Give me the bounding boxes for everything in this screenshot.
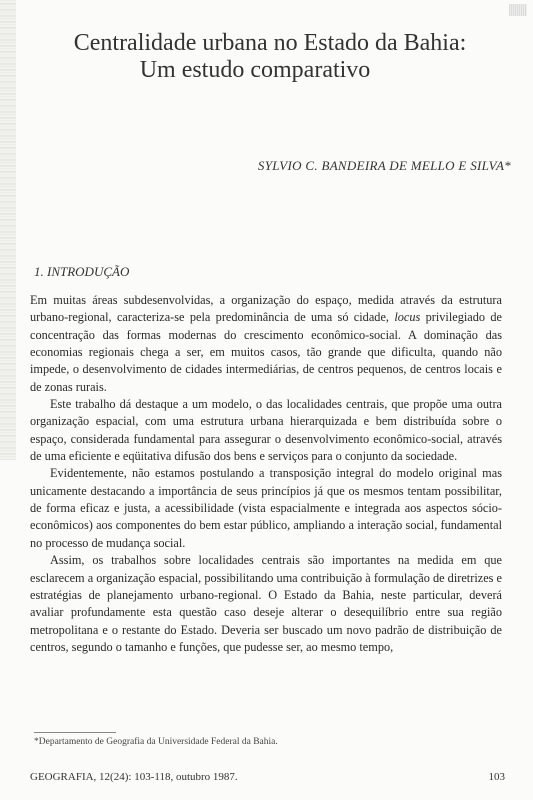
page-number: 103: [488, 771, 505, 783]
article-title: [30, 30, 510, 84]
italic-term: locus: [394, 310, 421, 325]
title-line-1: Centralidade urbana no Estado da Bahia:: [73, 30, 467, 56]
paragraph: Em muitas áreas subdesenvolvidas, a organização do espaço, medida através da estrutura urbano-regional, caracteriza-se pela predominância de uma só cidade, locus privilegiado de concentração das formas modernas do crescimento econômico-social. A dominação das economias regionais chega a ser, em muitos casos, tão grande que dificulta, quando não impede, o desenvolvimento de cidades intermediárias, de centros pequenos, de centros locais e de zonas rurais.: [30, 293, 502, 394]
paragraph: Assim, os trabalhos sobre localidades centrais são importantes na medida em que esclarecem a organização espacial, possibilitando uma contribuição à formulação de diretrizes e estratégias de planejamento urbano-regional. O Estado da Bahia, neste particular, deverá avaliar profundamente esta questão caso deseje alterar o desequilíbrio entre sua região metropolitana e o restante do Estado. Deveria ser buscado um novo padrão de distribuição de centros, segundo o tamanho e funções, que pudesse ser, ao mesmo tempo,: [30, 553, 502, 654]
journal-reference: GEOGRAFIA, 12(24): 103-118, outubro 1987.: [30, 771, 238, 783]
paragraph: Este trabalho dá destaque a um modelo, o das localidades centrais, que propõe uma outra organização espacial, com uma estrutura urbana hierarquizada e bem distribuída sobre o espaço, considerada fundamental para assegurar o desenvolvimento econômico-social, através de uma eficiente e eqüitativa difusão dos bens e serviços para o conjunto da sociedade.: [30, 397, 502, 464]
body-text: [30, 292, 502, 656]
scan-corner-artifact: [509, 4, 527, 16]
footnote-divider: [34, 732, 116, 733]
paragraph: Evidentemente, não estamos postulando a transposição integral do modelo original mas unicamente destacando a importância de seus princípios já que os mesmos tentam possibilitar, de forma eficaz e justa, a acessibilidade (vista espacialmente e integrada aos aspectos sócio-econômicos) aos componentes do bem estar público, ampliando a interação social, fundamental no processo de mudança social.: [30, 466, 502, 550]
section-heading: 1. INTRODUÇÃO: [34, 264, 130, 279]
title-line-2: Um estudo comparativo: [139, 57, 371, 83]
footnote: *Departamento de Geografia da Universidade Federal da Bahia.: [34, 737, 278, 747]
author-name: SYLVIO C. BANDEIRA DE MELLO E SILVA*: [257, 158, 511, 173]
